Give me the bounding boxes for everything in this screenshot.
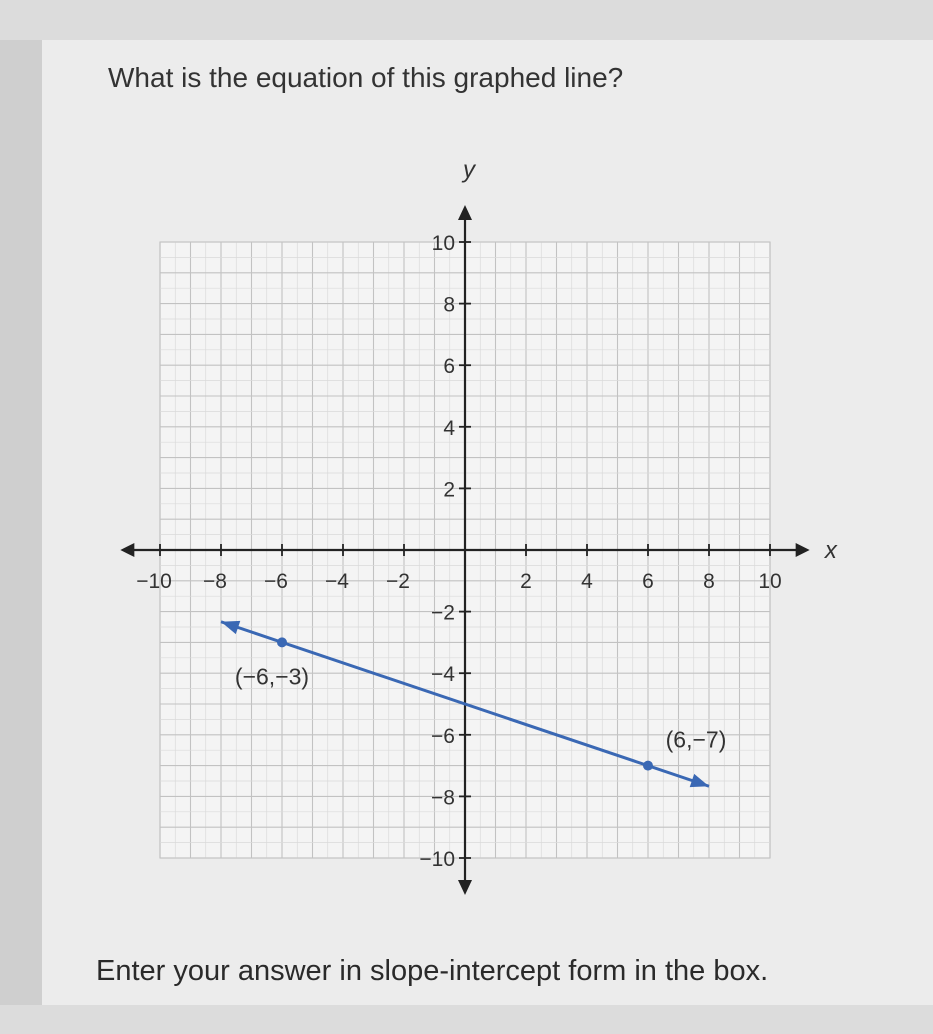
x-tick-label: −2 xyxy=(386,570,410,593)
y-tick-label: 2 xyxy=(443,478,455,502)
y-axis-label: y xyxy=(463,156,475,184)
y-tick-label: −2 xyxy=(431,601,455,625)
point-marker xyxy=(277,637,287,647)
y-axis-bottom-arrow xyxy=(458,880,472,895)
x-tick-label: −8 xyxy=(203,570,227,593)
x-tick-label: −4 xyxy=(325,570,349,593)
y-tick-label: −10 xyxy=(419,848,455,871)
instruction-text: Enter your answer in slope-intercept form in the box. xyxy=(96,955,769,987)
x-tick-label: −10 xyxy=(136,570,172,593)
x-tick-label: 4 xyxy=(581,570,593,593)
point-label: (−6,−3) xyxy=(234,663,310,690)
x-tick-label: 2 xyxy=(520,570,532,593)
x-axis-label: x xyxy=(824,537,837,564)
point-label: (6,−7) xyxy=(665,726,727,753)
y-axis-top-arrow xyxy=(458,205,472,220)
point-marker xyxy=(643,761,653,771)
y-tick-label: −8 xyxy=(431,786,455,810)
y-tick-label: −4 xyxy=(431,663,455,687)
x-tick-label: 10 xyxy=(758,570,782,593)
y-tick-label: 10 xyxy=(431,232,455,255)
y-tick-label: 8 xyxy=(443,293,455,317)
x-axis-left-arrow xyxy=(120,543,134,557)
x-tick-label: −6 xyxy=(264,570,288,593)
x-axis-right-arrow xyxy=(796,543,810,557)
y-tick-label: −6 xyxy=(431,724,455,748)
x-tick-label: 6 xyxy=(642,570,654,593)
question-text: What is the equation of this graphed line? xyxy=(108,62,624,93)
y-tick-label: 6 xyxy=(443,355,455,379)
y-tick-label: 4 xyxy=(443,416,455,440)
x-tick-label: 8 xyxy=(703,570,715,593)
